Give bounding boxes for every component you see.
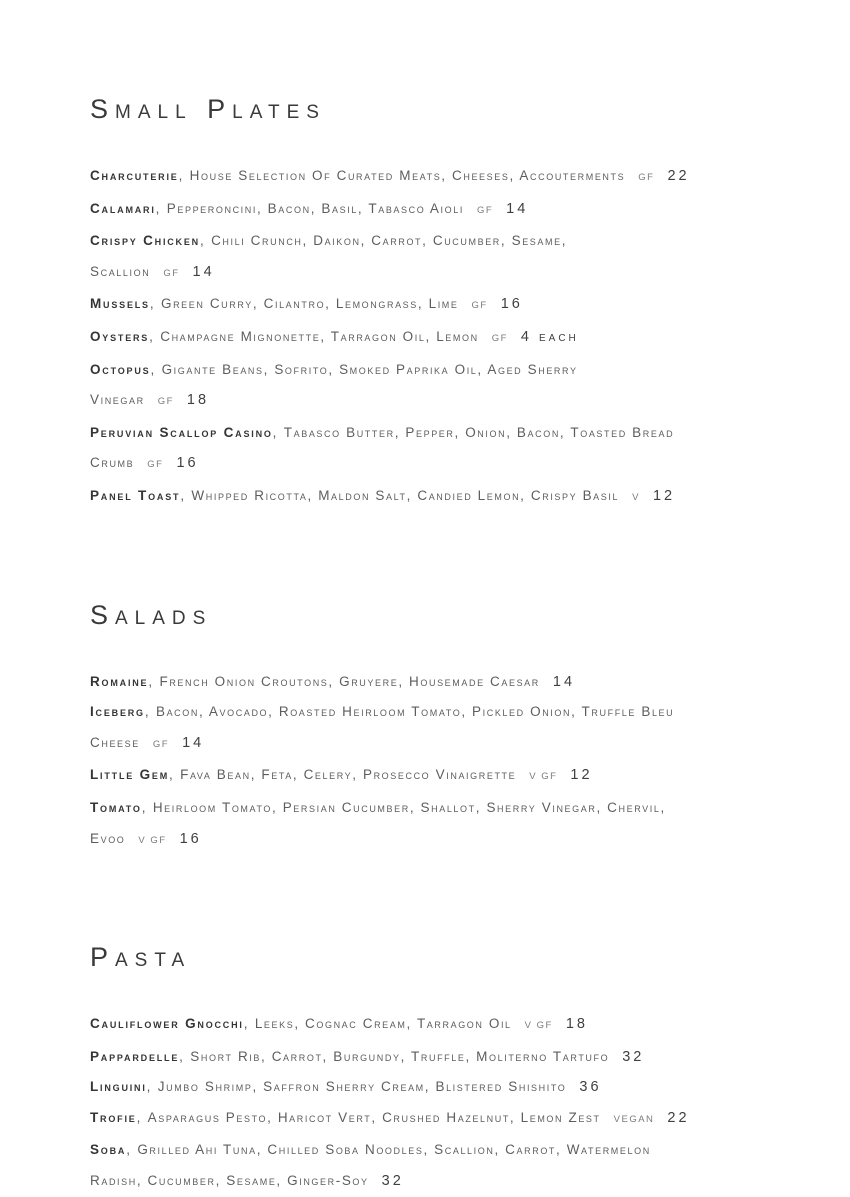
dietary-tag: V <box>632 491 640 503</box>
menu-item <box>90 1009 690 1042</box>
item-description: Jumbo Shrimp, Saffron Sherry Cream, Blistered Shishito <box>157 1079 567 1095</box>
item-name: Linguini , <box>90 1079 158 1094</box>
menu-section <box>90 599 690 857</box>
item-price: 14 <box>192 263 215 280</box>
item-name: Little Gem , <box>90 767 180 782</box>
menu-item <box>90 1135 690 1196</box>
item-description: Chili Crunch, Daikon, Carrot, Cucumber, Sesame, Scallion <box>90 233 568 279</box>
menu-item <box>90 481 690 514</box>
item-description: Short Rib, Carrot, Burgundy, Truffle, Moliterno Tartufo <box>190 1048 610 1064</box>
menu-item <box>90 289 690 322</box>
item-price: 12 <box>570 767 593 784</box>
item-price: 14 <box>506 200 529 217</box>
dietary-tag: GF <box>471 300 488 312</box>
item-name: Mussels , <box>90 296 161 311</box>
item-price: 16 <box>500 296 523 313</box>
item-name: Octopus , <box>90 362 162 377</box>
item-description: Heirloom Tomato, Persian Cucumber, Shallot, Sherry Vinegar, Chervil, Evoo <box>90 799 666 846</box>
menu-item <box>90 194 690 227</box>
menu-item <box>90 1072 690 1103</box>
item-description: Whipped Ricotta, Maldon Salt, Candied Lemon, Crispy Basil <box>191 487 620 503</box>
item-description: Gigante Beans, Sofrito, Smoked Paprika Oil, Aged Sherry Vinegar <box>90 361 578 408</box>
dietary-tag: V GF <box>524 1020 553 1032</box>
item-description: Bacon, Avocado, Roasted Heirloom Tomato, Pickled Onion, Truffle Bleu Cheese <box>90 704 675 750</box>
item-price: 14 <box>182 734 205 751</box>
item-name: Soba , <box>90 1142 137 1157</box>
item-name: Trofie , <box>90 1110 148 1125</box>
item-name: Iceberg , <box>90 704 156 719</box>
item-price: 4 each <box>520 328 579 345</box>
item-name: Cauliflower Gnocchi , <box>90 1016 255 1031</box>
item-description: Pepperoncini, Bacon, Basil, Tabasco Aioli <box>166 200 464 216</box>
item-price: 32 <box>381 1173 404 1190</box>
dietary-tag: GF <box>152 738 170 750</box>
item-description: Asparagus Pesto, Haricot Vert, Crushed Hazelnut, Lemon Zest <box>147 1109 601 1125</box>
section-title: Salads <box>90 599 213 630</box>
item-name: Pappardelle , <box>90 1049 190 1064</box>
item-price: 18 <box>186 392 210 409</box>
item-name: Romaine , <box>90 674 159 689</box>
item-description: Green Curry, Cilantro, Lemongrass, Lime <box>160 296 459 312</box>
section-items <box>90 1009 690 1197</box>
item-description: Champagne Mignonette, Tarragon Oil, Lemon <box>160 328 479 344</box>
item-description: Grilled Ahi Tuna, Chilled Soba Noodles, Scallion, Carrot, Watermelon Radish, Cucumber, Sesame, Ginger-Soy <box>90 1142 651 1189</box>
dietary-tag: VEGAN <box>613 1113 655 1125</box>
menu-item <box>90 161 690 194</box>
dietary-tag: GF <box>638 172 655 183</box>
dietary-tag: V GF <box>138 834 167 846</box>
item-name: Crispy Chicken , <box>90 233 211 248</box>
item-price: 22 <box>667 1109 690 1126</box>
item-price: 22 <box>667 168 690 184</box>
item-price: 12 <box>652 487 676 504</box>
menu-item <box>90 667 690 698</box>
item-price: 16 <box>179 830 202 847</box>
item-price: 14 <box>552 673 576 690</box>
dietary-tag: GF <box>163 267 180 279</box>
dietary-tag: GF <box>157 396 174 408</box>
item-name: Oysters , <box>90 329 160 344</box>
item-name: Peruvian Scallop Casino , <box>90 425 284 440</box>
item-name: Tomato , <box>90 800 153 815</box>
section-items <box>90 161 690 514</box>
dietary-tag: GF <box>491 332 508 344</box>
menu-item <box>90 697 690 760</box>
menu-item <box>90 1042 690 1073</box>
menu-item <box>90 322 690 355</box>
menu-item <box>90 226 690 289</box>
menu-item <box>90 1103 690 1136</box>
menu-item <box>90 355 690 418</box>
menu-item <box>90 418 690 481</box>
item-price: 18 <box>565 1016 588 1033</box>
item-description: Tabasco Butter, Pepper, Onion, Bacon, Toasted Bread Crumb <box>90 424 675 471</box>
item-description: French Onion Croutons, Gruyere, Housemade Caesar <box>159 673 540 689</box>
dietary-tag: V GF <box>529 771 558 783</box>
section-title: Small Plates <box>90 94 326 124</box>
section-title: Pasta <box>90 942 192 973</box>
section-items <box>90 667 690 857</box>
menu-section <box>90 944 690 1197</box>
item-name: Calamari , <box>90 201 167 216</box>
dietary-tag: GF <box>476 204 494 216</box>
item-name: Panel Toast , <box>90 488 191 503</box>
dietary-tag: GF <box>147 459 164 471</box>
item-name: Charcuterie , <box>90 168 190 183</box>
item-description: Leeks, Cognac Cream, Tarragon Oil <box>254 1016 512 1032</box>
item-price: 32 <box>622 1048 645 1065</box>
menu-section <box>90 96 690 514</box>
menu-item <box>90 793 690 856</box>
menu-item <box>90 760 690 793</box>
item-description: Fava Bean, Feta, Celery, Prosecco Vinaigrette <box>180 767 517 783</box>
item-price: 36 <box>579 1079 602 1096</box>
item-description: House Selection Of Curated Meats, Cheeses, Accouterments <box>189 168 626 183</box>
item-price: 16 <box>176 455 199 472</box>
